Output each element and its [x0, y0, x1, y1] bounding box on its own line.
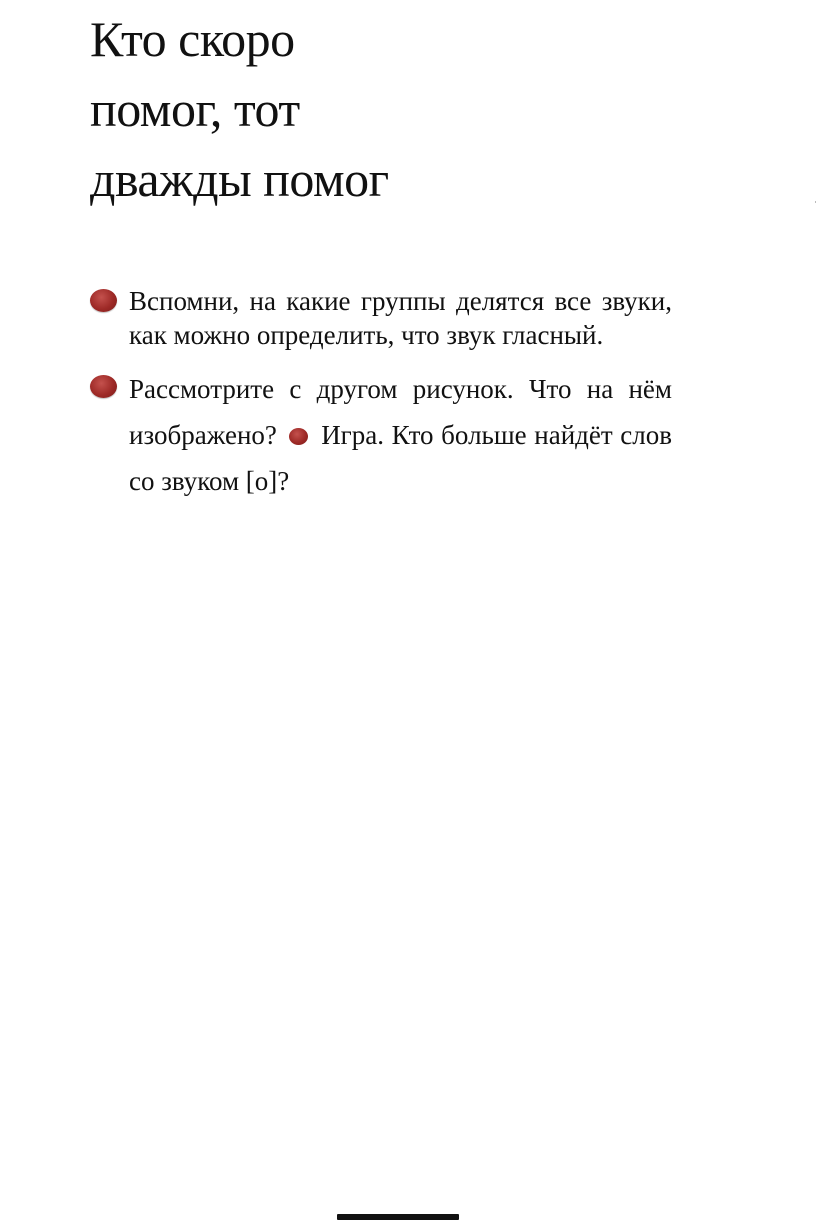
red-circle-bullet-icon: [289, 428, 308, 445]
bullet-text-1: Вспомни, на какие группы делятся все звуки, как можно определить, что звук гласный.: [129, 286, 672, 350]
home-indicator[interactable]: [337, 1214, 459, 1220]
bullet-text-2: Рассмотрите с другом рисунок. Что на нём изображено?: [129, 374, 672, 450]
list-item: [90, 284, 672, 352]
list-item: [90, 366, 672, 504]
red-circle-bullet-icon: [90, 375, 117, 398]
red-circle-bullet-icon: [90, 289, 117, 312]
bullet-list: [90, 284, 672, 504]
bullet-inline-text: Игра. Кто больше найдёт слов со звуком [о]?: [129, 420, 673, 496]
page-title: Кто скоро помог, тот дважды помог: [90, 11, 389, 207]
